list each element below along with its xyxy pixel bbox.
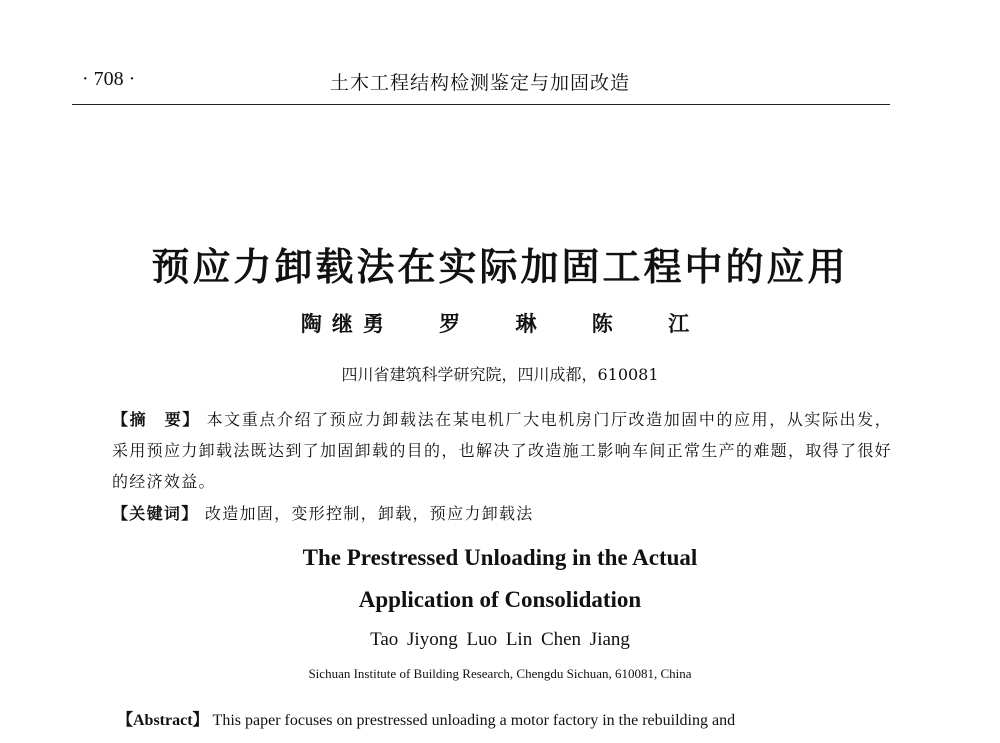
paper-title-en-line1: The Prestressed Unloading in the Actual xyxy=(302,545,698,570)
keywords-cn-text: 改造加固，变形控制，卸载，预应力卸载法 xyxy=(204,504,534,523)
affiliation-en: Sichuan Institute of Building Research, Chengdu Sichuan, 610081, China xyxy=(308,666,692,681)
abstract-cn-label: 【摘 要】 xyxy=(112,410,200,429)
authors-en: Tao Jiyong Luo Lin Chen Jiang xyxy=(370,629,630,650)
affiliation-cn: 四川省建筑科学研究院，四川成都，610081 xyxy=(341,365,659,384)
abstract-cn-text: 本文重点介绍了预应力卸载法在某电机厂大电机房门厅改造加固中的应用，从实际出发，采用预应力卸载法既达到了加固卸载的目的，也解决了改造施工影响车间正常生产的难题，取得了很好的经济效益。 xyxy=(112,410,892,491)
journal-title: 土木工程结构检测鉴定与加固改造 xyxy=(330,72,631,94)
abstract-en-label: 【Abstract】 xyxy=(117,712,209,729)
keywords-cn-label: 【关键词】 xyxy=(112,504,199,523)
header-rule xyxy=(72,104,890,105)
keywords-cn xyxy=(112,501,892,524)
paper-title-cn: 预应力卸载法在实际加固工程中的应用 xyxy=(151,244,849,289)
abstract-en-text: This paper focuses on prestressed unloading a motor factory in the rebuilding and xyxy=(212,712,736,729)
authors-cn: 陶继勇 罗 琳 陈 江 xyxy=(300,311,700,336)
abstract-en xyxy=(117,707,897,730)
paper-title-en-line2: Application of Consolidation xyxy=(358,587,642,612)
abstract-cn xyxy=(112,404,892,497)
page-number: · 708 · xyxy=(82,68,136,90)
